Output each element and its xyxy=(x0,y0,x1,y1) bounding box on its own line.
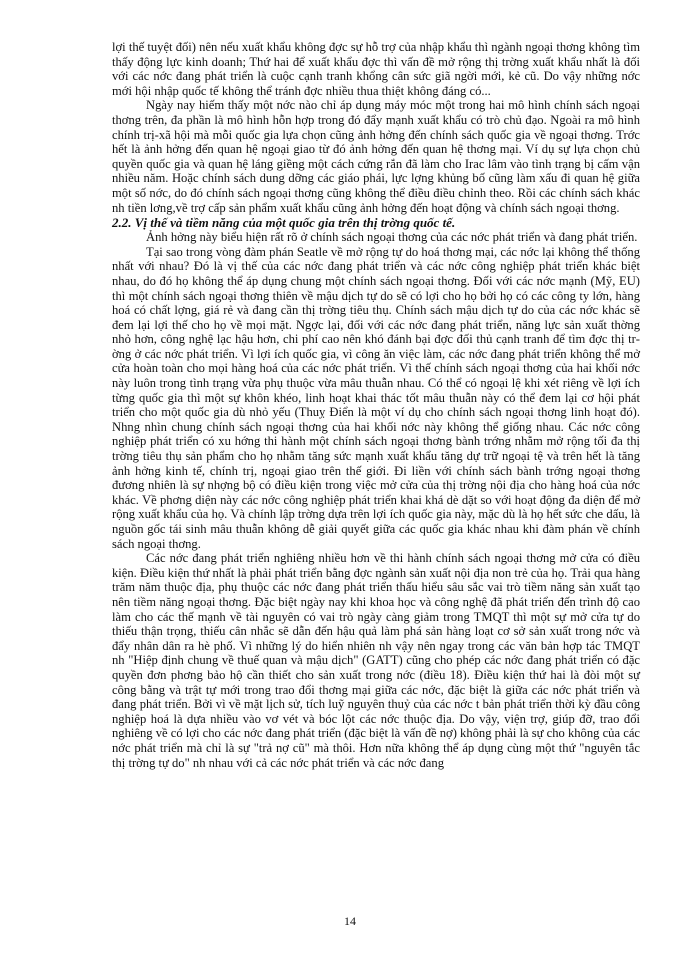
paragraph-mixed-models: Ngày nay hiếm thấy một nớc nào chỉ áp dụng máy móc một trong hai mô hình chính sách ngoại thơng trên, đa phần là mô hình hỗn hợp trong đó đẩy mạnh xuất khẩu có trò chủ đạo. Ngoài ra mô hình chính trị-xã hội mà mỗi quốc gia lựa chọn cũng ảnh hởng đến chính sách quốc gia về ngoại thơng. Trớc hết là ảnh hởng đến quan hệ ngoại giao từ đó ảnh hởng đến quan hệ thơng mại. Ví dụ sự lựa chọn chủ quyền quốc gia và quan hệ láng giềng một cách cứng rắn đã làm cho Irac lâm vào tình trạng bị cấm vận nhiều năm. Hoặc chính sách dung dỡng các giáo phái, lực lợng khủng bố cũng làm xấu đi quan hệ giữa một số nớc, do đó chính sách ngoại thơng cũng không thể điều điều chỉnh theo. Rồi các chính sách khác nh tiền lơng,về trợ cấp sản phẩm xuất khẩu cũng ảnh hởng đến hoạt động và chính sách ngoại thơng. xyxy=(112,98,640,215)
paragraph-seattle-round: Tại sao trong vòng đàm phán Seatle về mở rộng tự do hoá thơng mại, các nớc lại không thể thống nhất với nhau? Đó là vị thế của các nớc đang phát triển và các nớc công nghiệp phát triển khác biệt nhau, do đó họ không thể áp dụng chung một chính sách ngoại thơng. Đối với các nớc mạnh (Mỹ, EU) thì một chính sách ngoại thơng thiên về mậu dịch tự do sẽ có lợi cho họ bởi họ có các công ty lớn, hàng hoá có chất lợng, giá rẻ và đang cần thị trờng tiêu thụ. Chính sách mậu dịch tự do của các nớc khác sẽ đem lại lợi thế cho họ về mọi mặt. Ngợc lại, đối với các nớc đang phát triển, năng lực sản xuất thờng nhỏ hơn, công nghệ lạc hậu hơn, chi phí cao nên khó đánh bại đợc đối thủ cạnh tranh để tìm đợc thị trờng ở các nớc phát triển. Vì lợi ích quốc gia, vì công ăn việc làm, các nớc đang phát triển không thể mở cửa hoàn toàn cho mọi hàng hoá của các nớc phát triển. Vì thế chính sách ngoại thơng của hai khối nớc này luôn trong tình trạng vừa phụ thuộc vừa mâu thuẫn nhau. Có thể có ngoại lệ khi xét riêng về lợi ích từng quốc gia thì một sự khôn khéo, linh hoạt khai thác tốt mâu thuẫn này có thể đem lại cơ hội phát triển cho một quốc gia dù nhỏ yếu (Thuỵ Điển là một ví dụ cho chính sách ngoại thơng linh hoạt đó). Nhng nhìn chung chính sách ngoại thơng của hai khối nớc này không thể giống nhau. Các nớc công nghiệp phát triển có xu hớng thi hành một chính sách ngoại thơng bành trớng nhằm mở rộng tối đa thị trờng tiêu thụ sản phẩm cho họ nhằm tăng sức mạnh xuất khẩu tăng dự trữ ngoại tệ và trên hết là tăng ảnh hởng kinh tế, chính trị, ngoại giao trên thế giới. Đi liền với chính sách bành trớng ngoại thơng đương nhiên là sự nhợng bộ có điều kiện trong việc mở cửa của thị trờng nội địa cho hàng hoá của nớc khác. Về phơng diện này các nớc công nghiệp phát triển khai khá dè dặt so với hoạt động đa diện để mở rộng xuất khẩu của họ. Và chính lập trờng dựa trên lợi ích quốc gia này, mặc dù là họ hết sức che dấu, là nguồn gốc tái sinh mâu thuẫn không dễ giải quyết giữa các quốc gia khác nhau khi đàm phán về chính sách ngoại thơng. xyxy=(112,244,640,551)
paragraph-continued: lợi thế tuyệt đối) nên nếu xuất khẩu không đợc sự hỗ trợ của nhập khẩu thì ngành ngoại thơng không tìm thấy động lực kinh doanh; Thứ hai để xuất khẩu đợc thì vấn đề mở rộng thị trờng xuất khẩu nhất là đối với các nớc đang phát triển là cuộc cạnh tranh khổng cân sức giã ngời mới, kẻ cũ. Do vậy những nớc mới hội nhập quốc tế không thể tránh đợc nhiều thua thiệt không đáng có... xyxy=(112,40,640,98)
section-heading: 2.2. Vị thế và tiềm năng của một quốc gia trên thị trờng quốc tế. xyxy=(112,215,456,231)
paragraph-influence: Ảnh hởng này biểu hiện rất rõ ở chính sách ngoại thơng của các nớc phát triển và đang phát triển. xyxy=(146,230,638,245)
document-body xyxy=(112,40,640,770)
page-number: 14 xyxy=(344,914,356,928)
paragraph-developing-countries: Các nớc đang phát triển nghiêng nhiều hơn về thi hành chính sách ngoại thơng mở cửa có điều kiện. Điều kiện thứ nhất là phải phát triển bằng đợc ngành sản xuất nội địa non trẻ của họ. Trải qua hàng trăm năm thuộc địa, phụ thuộc các nớc đang phát triển thấu hiểu sâu sắc vai trò tiềm năng sản xuất tạo nên tiềm năng ngoại thơng. Đặc biệt ngày nay khi khoa học và công nghệ đã phát triển đến trình độ cao làm cho các thế mạnh về tài nguyên có vai trò ngày càng giảm trong TMQT thì một sự mở cửa tự do thiếu thận trọng, thiếu cân nhắc sẽ dẫn đến hậu quả làm phá sản hàng loạt cơ sở sản xuất trong nớc và đẩy nhân dân ra hè phố. Vì những lý do hiển nhiên nh vậy nên ngay trong các văn bản hợp tác TMQT nh "Hiệp định chung về thuế quan và mậu dịch" (GATT) cũng cho phép các nớc đang phát triển có đặc quyền đơn phơng bảo hộ cần thiết cho sản xuất trong nớc (điều 18). Điều kiện thứ hai là đòi một sự công bằng và trật tự mới trong trao đổi thơng mại giữa các nớc, đặc biệt là giữa các nớc phát triển và đang phát triển. Bởi vì về mặt lịch sử, tích luỹ nguyên thuỷ của các nớc t bản phát triển thời kỳ đầu công nghiệp hoá là dựa nhiều vào vơ vét và bóc lột các nớc thuộc địa. Do vậy, viện trợ, giúp đỡ, trao đổi nghiêng về có lợi cho các nớc đang phát triển (đặc biệt là vấn đề nợ) không phải là sự cho không của các nớc phát triển mà chỉ là sự "trả nợ cũ" mà thôi. Hơn nữa không thể áp dụng cùng một thứ "nguyên tắc thị trờng tự do" nh nhau với cả các nớc phát triển và các nớc đang xyxy=(112,551,640,770)
